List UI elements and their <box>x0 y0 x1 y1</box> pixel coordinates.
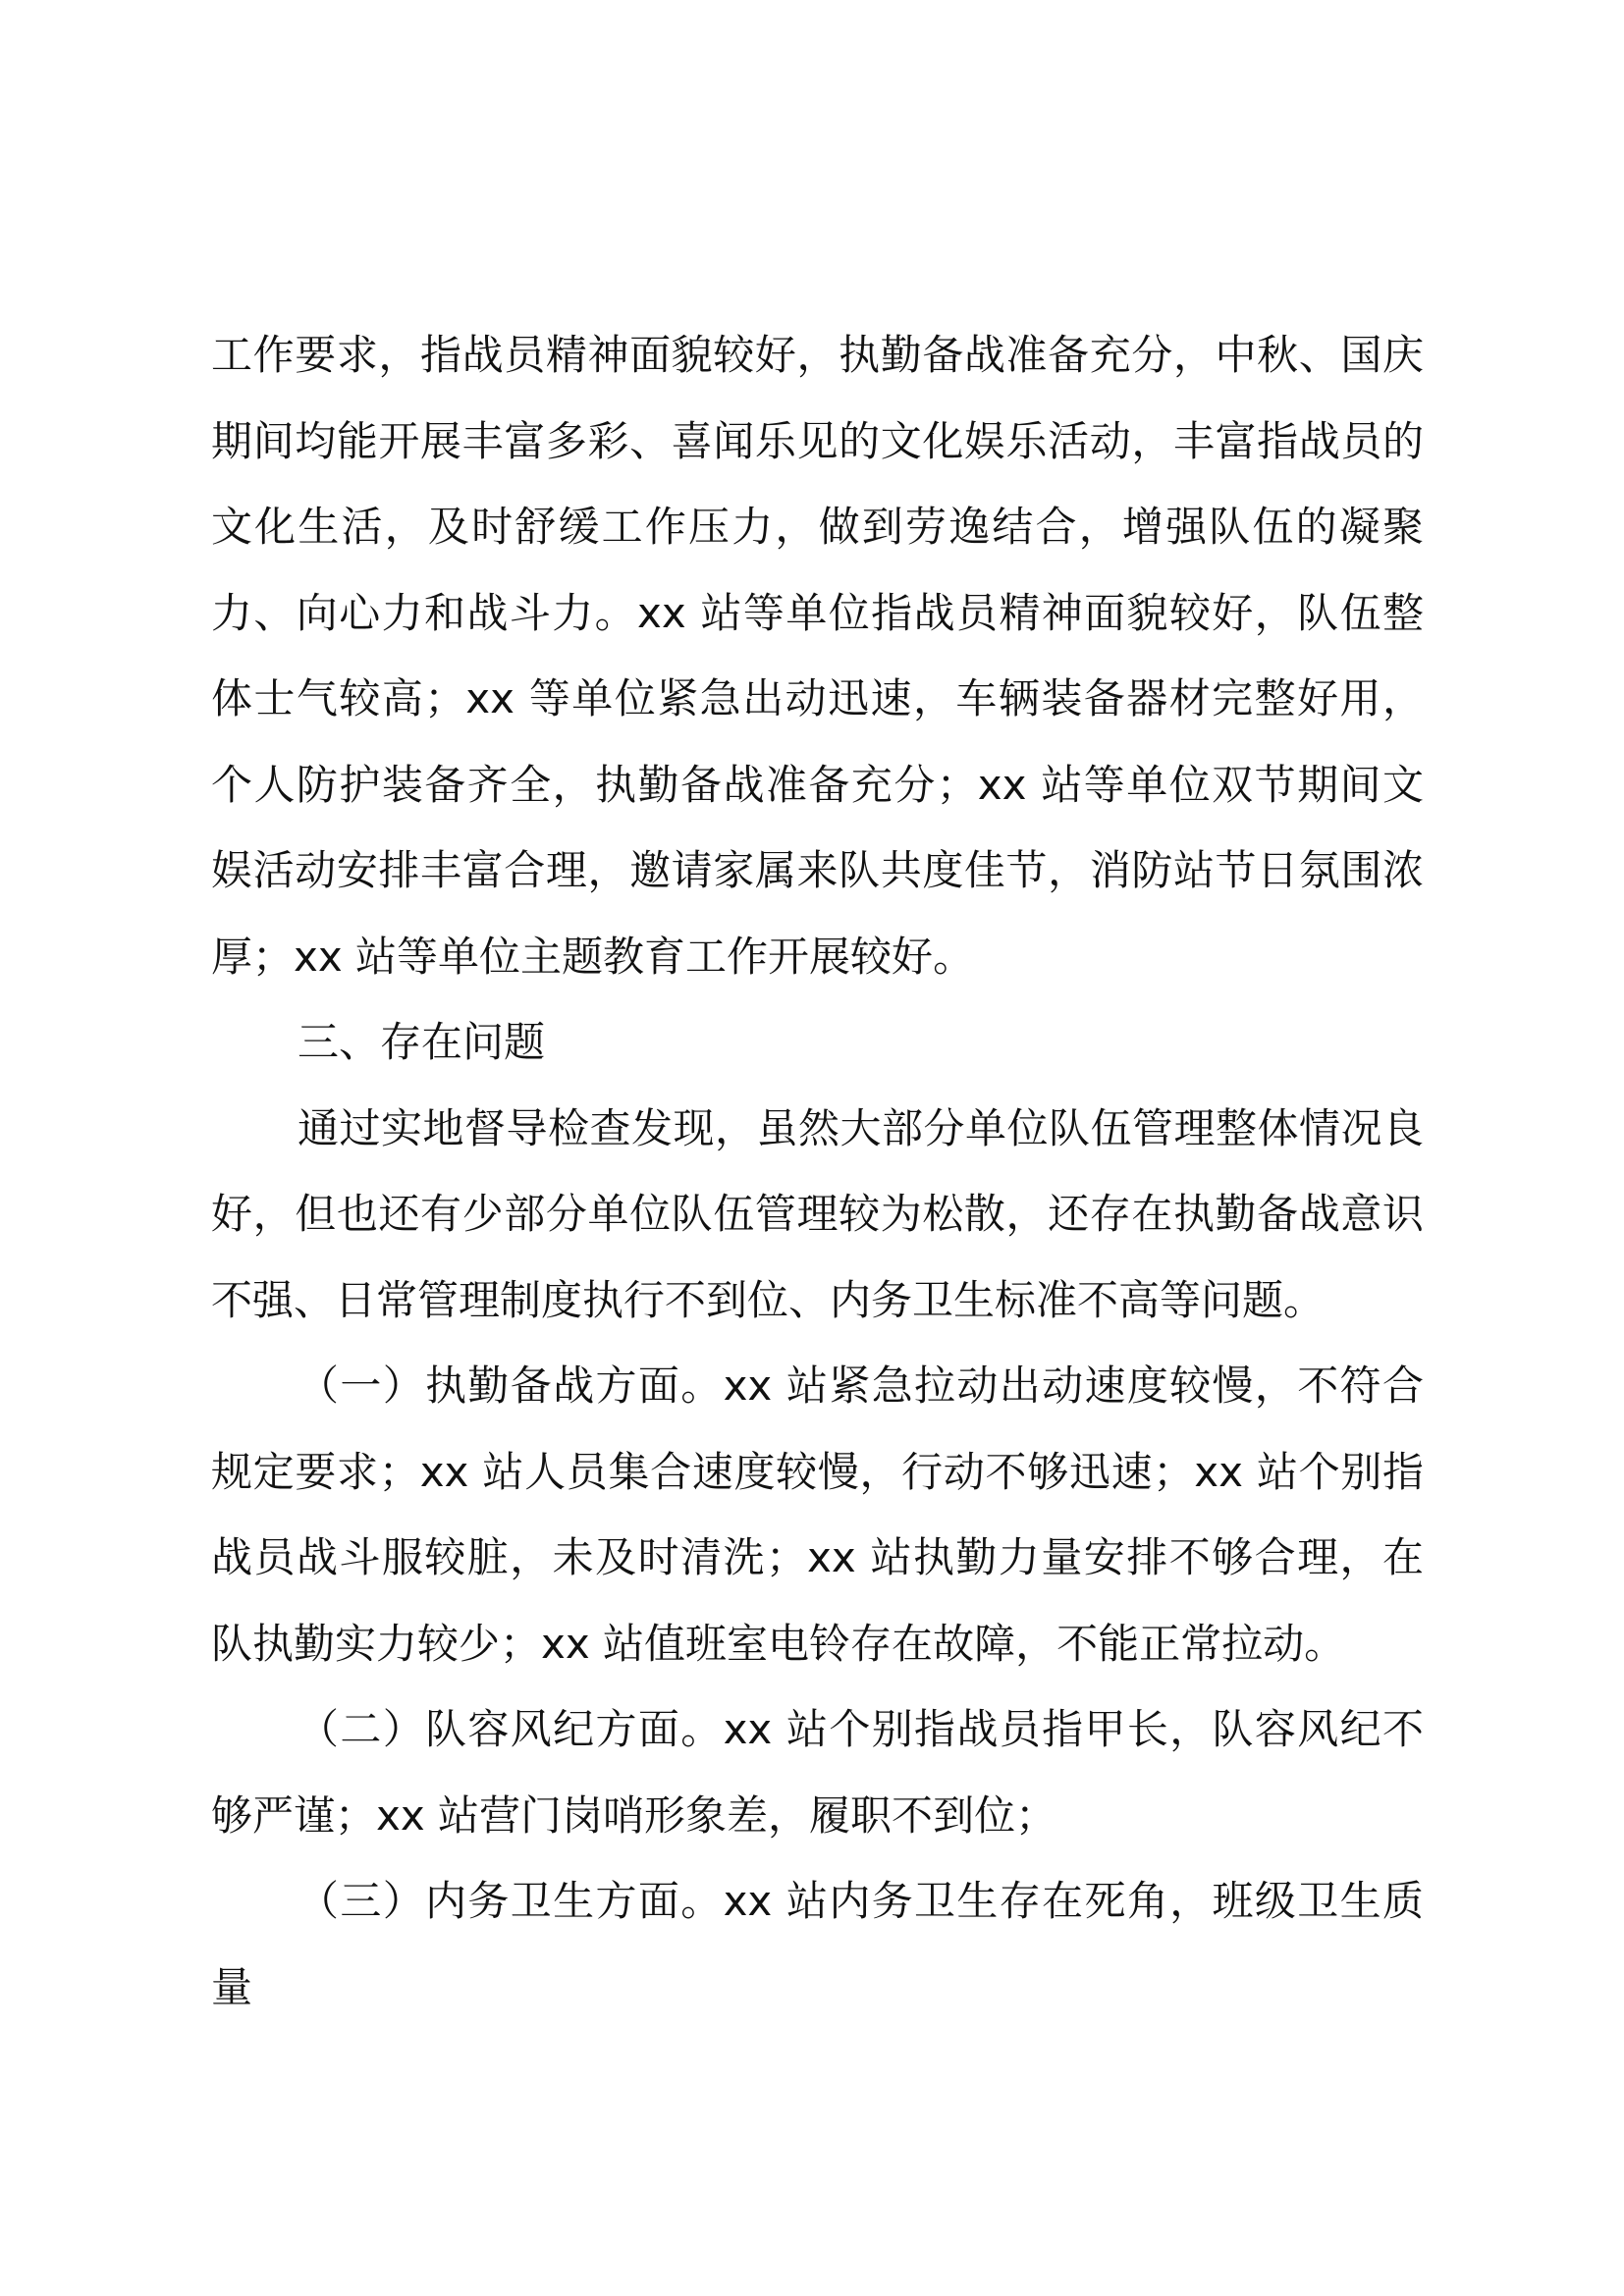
discipline-paragraph: （二）队容风纪方面。xx 站个别指战员指甲长，队容风纪不够严谨；xx 站营门岗哨形象差，履职不到位； <box>211 1705 1424 1840</box>
continuation-paragraph: 工作要求，指战员精神面貌较好，执勤备战准备充分，中秋、国庆期间均能开展丰富多彩、喜闻乐见的文化娱乐活动，丰富指战员的文化生活，及时舒缓工作压力，做到劳逸结合，增强队伍的凝聚力、向心力和战斗力。xx 站等单位指战员精神面貌较好，队伍整体士气较高；xx 等单位紧急出动迅速，车辆装备器材完整好用，个人防护装备齐全，执勤备战准备充分；xx 站等单位双节期间文娱活动安排丰富合理，邀请家属来队共度佳节，消防站节日氛围浓厚；xx 站等单位主题教育工作开展较好。 <box>211 331 1424 981</box>
duty-readiness-paragraph: （一）执勤备战方面。xx 站紧急拉动出动速度较慢，不符合规定要求；xx 站人员集合速度较慢，行动不够迅速；xx 站个别指战员战斗服较脏，未及时清洗；xx 站执勤力量安排不够合理，在队执勤实力较少；xx 站值班室电铃存在故障，不能正常拉动。 <box>211 1362 1424 1668</box>
document-body <box>211 312 1424 2030</box>
problems-intro-paragraph: 通过实地督导检查发现，虽然大部分单位队伍管理整体情况良好，但也还有少部分单位队伍管理较为松散，还存在执勤备战意识不强、日常管理制度执行不到位、内务卫生标准不高等问题。 <box>211 1103 1424 1324</box>
hygiene-paragraph: （三）内务卫生方面。xx 站内务卫生存在死角，班级卫生质量 <box>211 1877 1424 2011</box>
section-heading-problems: 三、存在问题 <box>298 1018 546 1066</box>
